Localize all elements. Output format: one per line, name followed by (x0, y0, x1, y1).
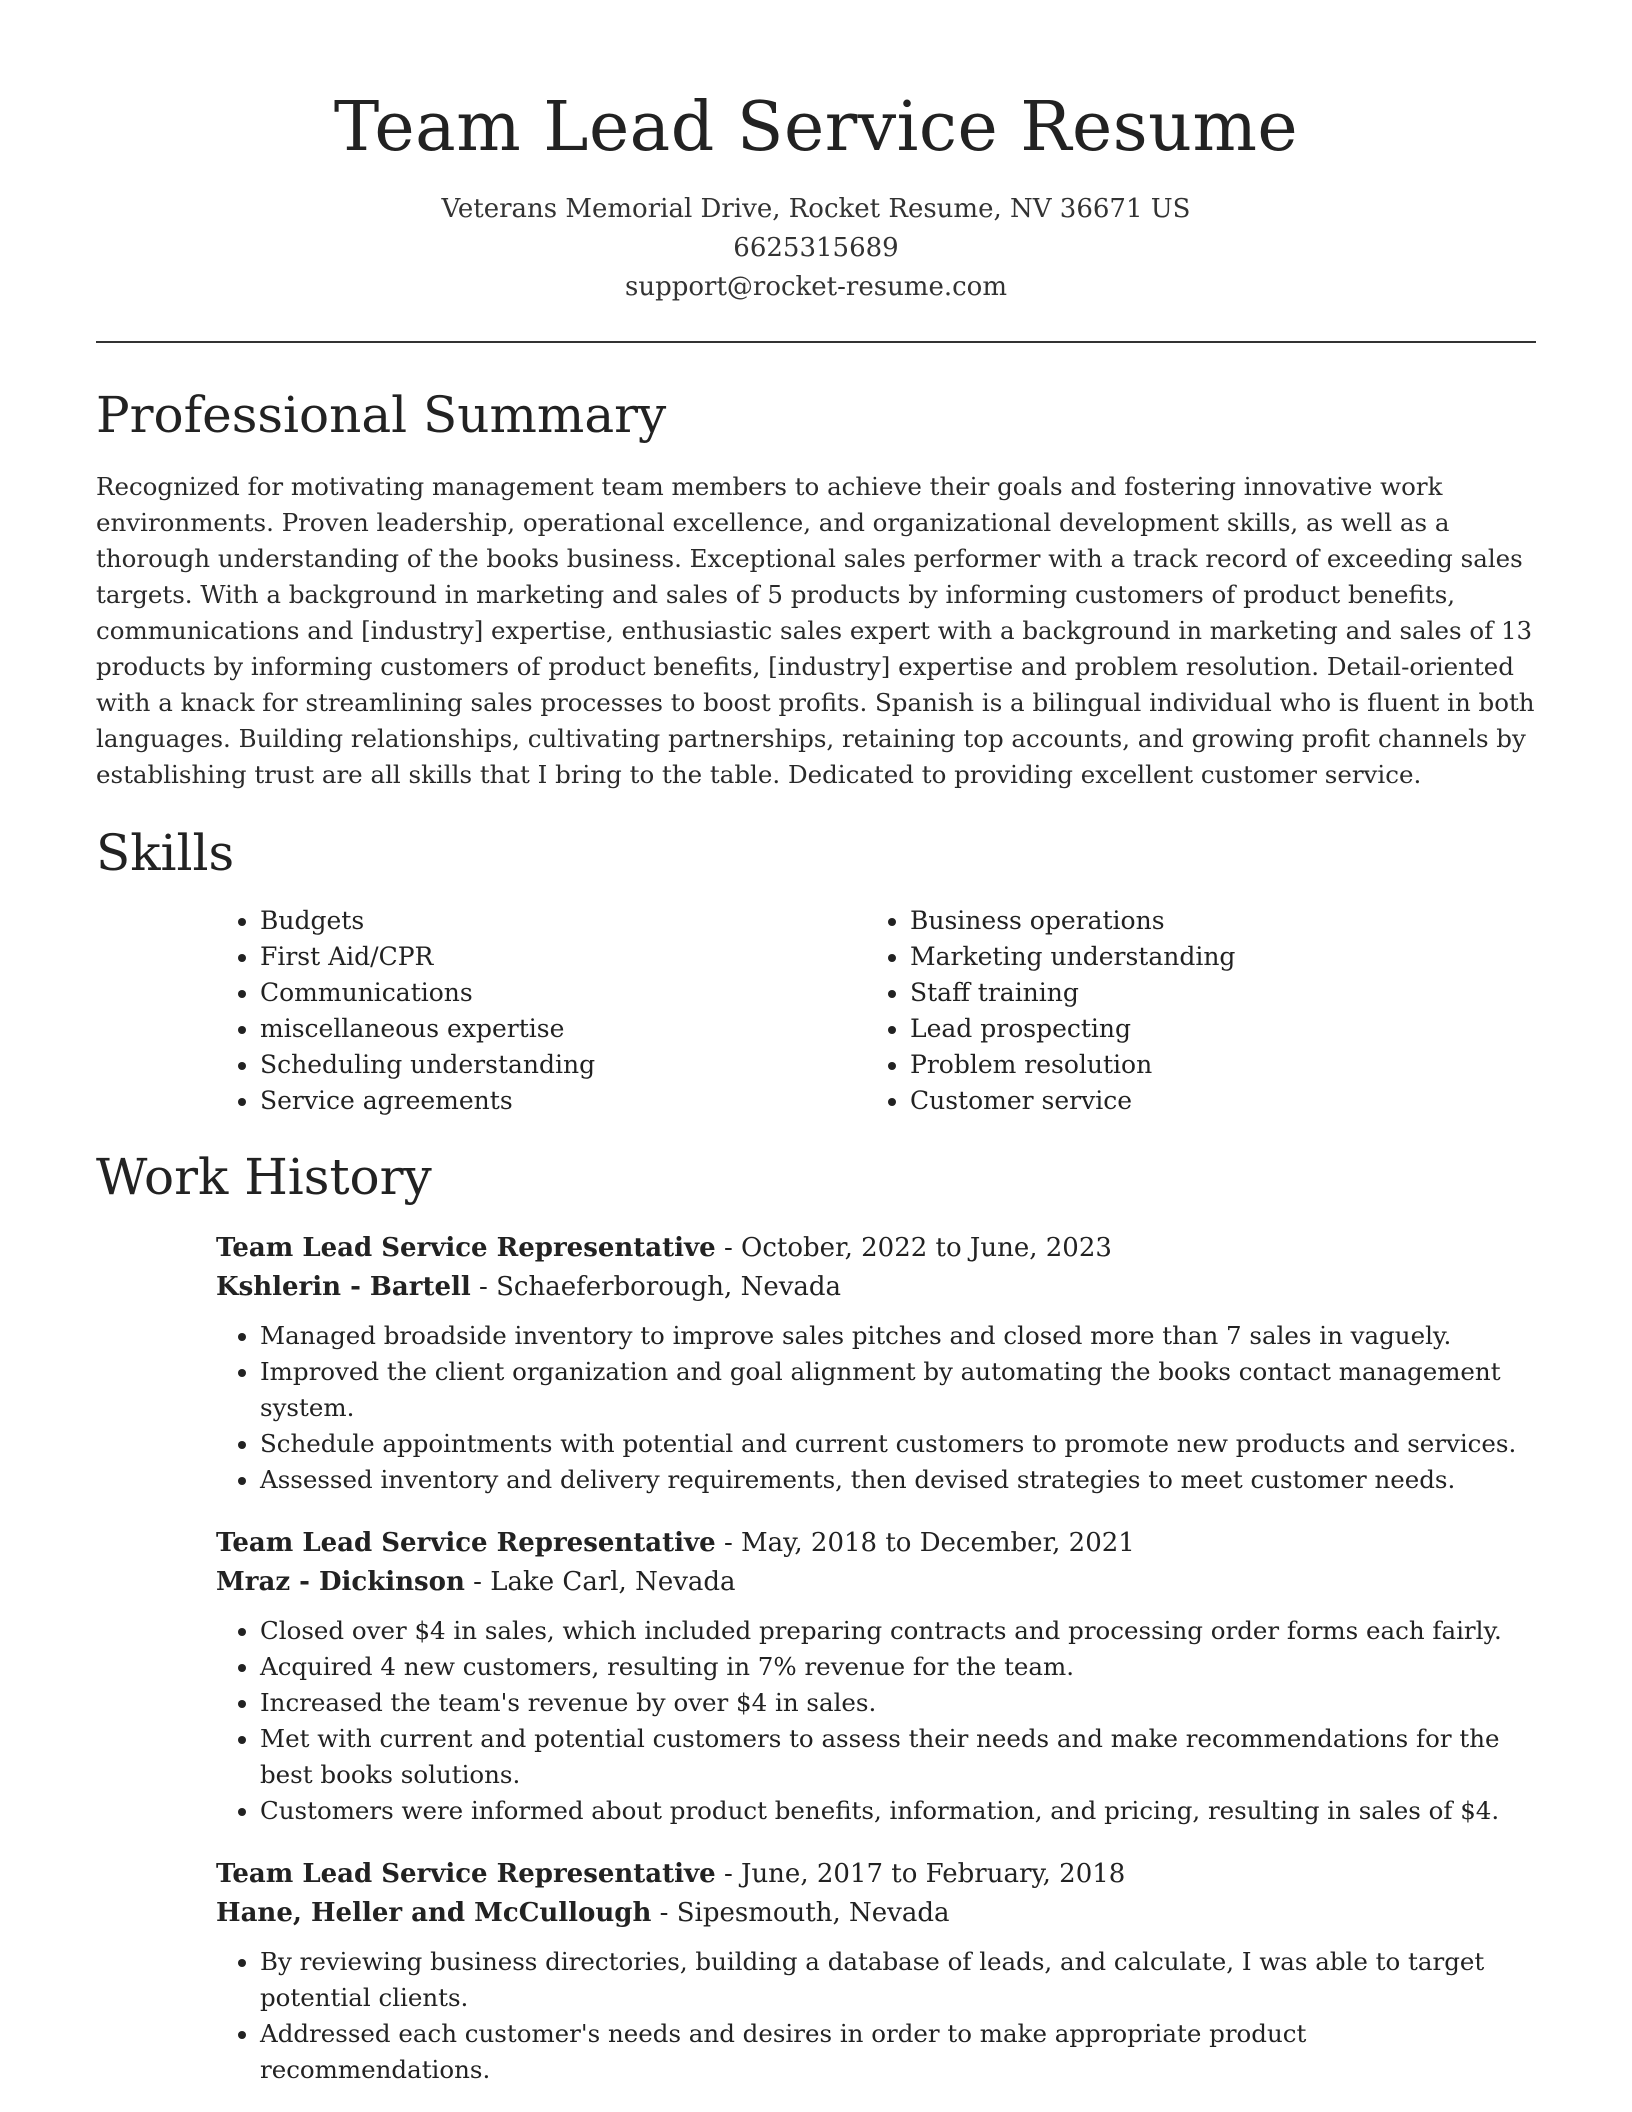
skill-item: • Customer service (910, 1083, 1516, 1119)
work-history-section (96, 1147, 1536, 2088)
skill-item: • Marketing understanding (910, 939, 1516, 975)
job-bullets (216, 1613, 1536, 1829)
contact-block (96, 190, 1536, 307)
job-company-line (216, 1894, 1536, 1932)
summary-section (96, 385, 1536, 793)
job-role: Team Lead Service Representative (216, 1859, 716, 1889)
separator: - (715, 1859, 742, 1889)
skill-item: • Problem resolution (910, 1047, 1516, 1083)
job-bullet: • Addressed each customer's needs and desires in order to make appropriate product recommendations. (260, 2016, 1536, 2088)
job-bullet: • Assessed inventory and delivery requirements, then devised strategies to meet customer needs. (260, 1462, 1536, 1498)
job-entry (216, 1229, 1536, 1498)
job-entry (216, 1855, 1536, 2088)
job-entry (216, 1524, 1536, 1829)
job-bullet: • Improved the client organization and goal alignment by automating the books contact management system. (260, 1354, 1536, 1426)
separator: - (651, 1898, 677, 1928)
job-bullets (216, 1318, 1536, 1498)
phone-text: 6625315689 (733, 233, 899, 263)
separator: - (715, 1233, 742, 1263)
job-bullet: • By reviewing business directories, building a database of leads, and calculate, I was able to target potential clients. (260, 1944, 1536, 2016)
job-bullet: • Increased the team's revenue by over $4 in sales. (260, 1685, 1536, 1721)
job-location: Sipesmouth, Nevada (676, 1898, 950, 1928)
skills-list-right (866, 903, 1516, 1119)
skill-item: • Staff training (910, 975, 1516, 1011)
skills-section (96, 823, 1536, 1119)
job-bullet: • Closed over $4 in sales, which included preparing contracts and processing order forms each fairly. (260, 1613, 1536, 1649)
skill-item: • Communications (260, 975, 866, 1011)
job-bullet: • Schedule appointments with potential and current customers to promote new products and services. (260, 1426, 1536, 1462)
job-bullet: • Managed broadside inventory to improve sales pitches and closed more than 7 sales in vaguely. (260, 1318, 1536, 1354)
skills-columns (216, 903, 1536, 1119)
resume-title: Team Lead Service Resume (333, 88, 1299, 167)
job-title-line (216, 1855, 1536, 1894)
skill-item: • Scheduling understanding (260, 1047, 866, 1083)
separator: - (715, 1528, 742, 1558)
job-location: Schaeferborough, Nevada (496, 1272, 842, 1302)
job-role: Team Lead Service Representative (216, 1233, 716, 1263)
job-bullets (216, 1944, 1536, 2088)
job-company-line (216, 1268, 1536, 1306)
job-title-line (216, 1524, 1536, 1563)
header-divider (96, 341, 1536, 343)
job-dates: October, 2022 to June, 2023 (741, 1233, 1112, 1263)
job-bullet: • Acquired 4 new customers, resulting in 7% revenue for the team. (260, 1649, 1536, 1685)
skills-list-left (216, 903, 866, 1119)
job-bullet: • Customers were informed about product benefits, information, and pricing, resulting in sales of $4. (260, 1793, 1536, 1829)
job-company: Mraz - Dickinson (216, 1567, 465, 1597)
skills-heading: Skills (96, 824, 235, 882)
summary-text: Recognized for motivating management team members to achieve their goals and fostering innovative work environments. Proven leadership, operational excellence, and organizational development skills, as well as a thorough understanding of the books business. Exceptional sales performer with a track record of exceeding sales targets. With a background in marketing and sales of 5 products by informing customers of product benefits, communications and [industry] expertise, enthusiastic sales expert with a background in marketing and sales of 13 products by informing customers of product benefits, [industry] expertise and problem resolution. Detail-oriented with a knack for streamlining sales processes to boost profits. Spanish is a bilingual individual who is fluent in both languages. Building relationships, cultivating partnerships, retaining top accounts, and growing profit channels by establishing trust are all skills that I bring to the table. Dedicated to providing excellent customer service. (96, 472, 1535, 789)
separator: - (470, 1272, 497, 1302)
skill-item: • Lead prospecting (910, 1011, 1516, 1047)
job-location: Lake Carl, Nevada (490, 1567, 736, 1597)
skill-item: • Budgets (260, 903, 866, 939)
job-dates: May, 2018 to December, 2021 (741, 1528, 1135, 1558)
address-text: Veterans Memorial Drive, Rocket Resume, NV 36671 US (441, 194, 1191, 224)
skill-item: • miscellaneous expertise (260, 1011, 866, 1047)
job-company: Hane, Heller and McCullough (216, 1898, 652, 1928)
summary-heading: Professional Summary (96, 386, 667, 444)
job-company-line (216, 1563, 1536, 1601)
job-title-line (216, 1229, 1536, 1268)
resume-header (96, 0, 1536, 307)
separator: - (464, 1567, 491, 1597)
work-history-heading: Work History (96, 1148, 432, 1206)
job-company: Kshlerin - Bartell (216, 1272, 471, 1302)
skill-item: • Business operations (910, 903, 1516, 939)
skill-item: • Service agreements (260, 1083, 866, 1119)
job-dates: June, 2017 to February, 2018 (741, 1859, 1126, 1889)
skill-item: • First Aid/CPR (260, 939, 866, 975)
job-role: Team Lead Service Representative (216, 1528, 716, 1558)
job-bullet: • Met with current and potential customers to assess their needs and make recommendations for the best books solutions. (260, 1721, 1536, 1793)
email-text: support@rocket-resume.com (624, 272, 1007, 302)
